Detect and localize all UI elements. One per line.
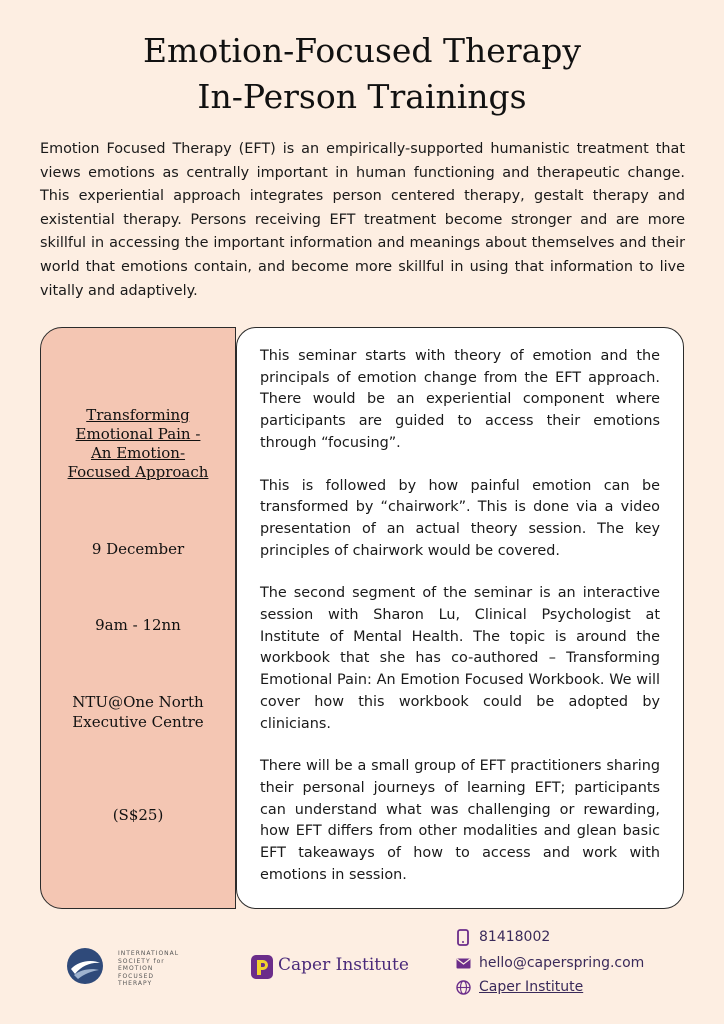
title-line-1: Emotion-Focused Therapy (142, 31, 582, 70)
phone-icon (454, 928, 472, 946)
contact-website[interactable] (454, 976, 583, 998)
intro-paragraph: Emotion Focused Therapy (EFT) is an empirically-supported humanistic treatment that views emotions as centrally important in human functioning and therapeutic change. This experiential approach integrates person centered therapy, gestalt therapy and existential therapy. Persons receiving EFT treatment become stronger and are more skillful in accessing the important information and meanings about themselves and their world that emotions contain, and become more skillful in using that information to live vitally and adaptively. (40, 141, 685, 299)
session-description-panel (236, 327, 684, 909)
description-paragraph-2: This is followed by how painful emotion can be transformed by “chairwork”. This is done via a video presentation of an actual theory session. The key principles of chairwork would be covered. (260, 477, 660, 559)
description-paragraph-4: There will be a small group of EFT practitioners sharing their personal journeys of learning EFT; participants can understand what was challenging or rewarding, how EFT differs from other modalities and glean basic EFT takeaways of how to access and work with emotions in session. (260, 758, 660, 883)
description-paragraph-3: The second segment of the seminar is an interactive session with Sharon Lu, Clinical Psychologist at Institute of Mental Health. The topic is around the workbook that she has co-authored – Transforming Emotional Pain: An Emotion Focused Workbook. We will cover how this workbook could be adopted by clinicians. (260, 585, 660, 732)
phone-number: 81418002 (479, 929, 551, 945)
caper-wordmark: Caper Institute (278, 955, 409, 975)
globe-icon (454, 978, 472, 996)
session-title: Transforming Emotional Pain - An Emotion- Focused Approach (67, 406, 209, 481)
isfet-emblem-icon (66, 947, 104, 985)
mail-icon (454, 954, 472, 972)
session-price: (S$25) (112, 806, 164, 824)
session-details-panel (40, 327, 236, 909)
caper-emblem-icon (250, 954, 274, 980)
contact-email (454, 952, 644, 974)
isfet-wordmark: INTERNATIONAL SOCIETY for EMOTION FOCUSED THERAPY (118, 950, 180, 988)
website-link[interactable]: Caper Institute (479, 979, 584, 995)
isfet-logo (66, 947, 206, 989)
description-paragraph-1: This seminar starts with theory of emotion and the principals of emotion change from the EFT approach. There would be an experiential component where participants are guided to access their emotions through “focusing”. (260, 348, 660, 451)
session-time: 9am - 12nn (95, 616, 181, 634)
title-line-2: In-Person Trainings (197, 77, 527, 116)
contact-phone (454, 926, 550, 948)
session-venue: NTU@One North Executive Centre (72, 693, 204, 731)
email-address[interactable]: hello@caperspring.com (479, 955, 645, 971)
session-date: 9 December (91, 540, 185, 558)
page-title (0, 28, 724, 120)
